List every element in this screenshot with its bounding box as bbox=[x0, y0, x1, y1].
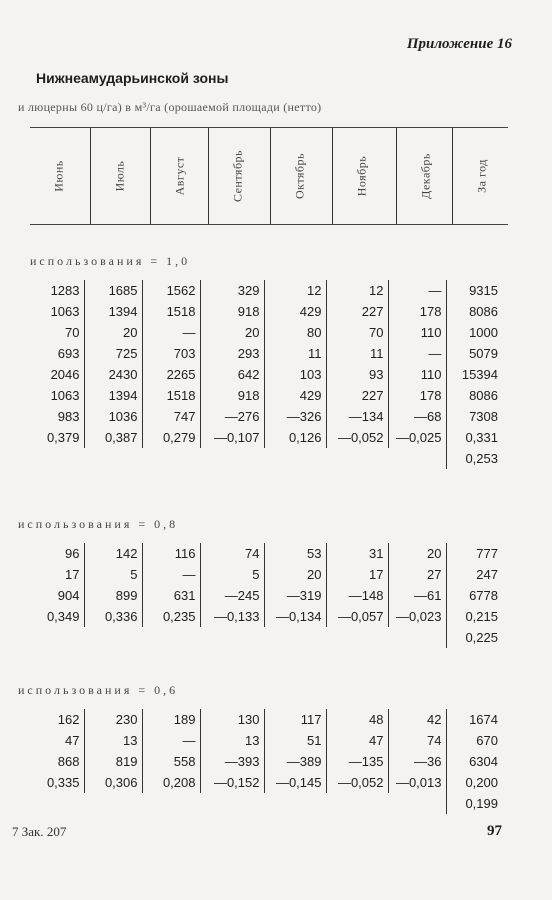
table-cell: 693 bbox=[57, 346, 80, 361]
column-header bbox=[452, 128, 510, 224]
table-row bbox=[28, 385, 502, 406]
table-cell bbox=[264, 448, 326, 469]
table-cell: —393 bbox=[200, 751, 264, 772]
table-cell: 8086 bbox=[446, 301, 502, 322]
table-cell: —276 bbox=[200, 406, 264, 427]
table-cell: 1036 bbox=[84, 406, 142, 427]
table-row bbox=[28, 709, 502, 730]
table-cell: — bbox=[388, 280, 446, 301]
table-cell: —326 bbox=[264, 406, 326, 427]
table-cell: 918 bbox=[200, 301, 264, 322]
table-cell: 17 bbox=[65, 567, 80, 582]
table-cell: 70 bbox=[65, 325, 80, 340]
table-cell: —0,023 bbox=[388, 606, 446, 627]
table-cell: 747 bbox=[142, 406, 200, 427]
table-cell: 983 bbox=[57, 409, 80, 424]
appendix-label: Приложение 16 bbox=[406, 36, 512, 52]
table-cell bbox=[200, 793, 264, 814]
table-cell: 20 bbox=[388, 543, 446, 564]
table-subtitle: и люцерны 60 ц/га) в м³/га (орошаемой площади (нетто) bbox=[18, 100, 322, 114]
table-cell bbox=[142, 448, 200, 469]
table-cell: 0,336 bbox=[84, 606, 142, 627]
table-row bbox=[28, 772, 502, 793]
column-header-label: За год bbox=[474, 159, 488, 193]
table-row bbox=[28, 448, 502, 469]
table-cell: 110 bbox=[388, 364, 446, 385]
table-cell: 2046 bbox=[50, 367, 80, 382]
table-cell: 110 bbox=[388, 322, 446, 343]
data-table bbox=[28, 280, 502, 469]
table-cell: 15394 bbox=[446, 364, 502, 385]
table-cell bbox=[264, 627, 326, 648]
column-header bbox=[396, 128, 454, 224]
table-cell: —389 bbox=[264, 751, 326, 772]
table-cell: 0,199 bbox=[446, 793, 502, 814]
column-header-label: Декабрь bbox=[418, 153, 432, 199]
table-cell: —319 bbox=[264, 585, 326, 606]
table-cell: 819 bbox=[84, 751, 142, 772]
table-cell: —0,133 bbox=[200, 606, 264, 627]
table-cell: 0,215 bbox=[446, 606, 502, 627]
table-cell: 899 bbox=[84, 585, 142, 606]
table-cell bbox=[28, 627, 84, 648]
table-cell: 429 bbox=[264, 385, 326, 406]
table-cell: 2430 bbox=[84, 364, 142, 385]
table-cell: 918 bbox=[200, 385, 264, 406]
column-header bbox=[90, 128, 148, 224]
table-cell: 117 bbox=[264, 709, 326, 730]
table-row bbox=[28, 730, 502, 751]
table-cell: 53 bbox=[264, 543, 326, 564]
table-cell: 48 bbox=[326, 709, 388, 730]
table-row bbox=[28, 280, 502, 301]
table-cell bbox=[326, 793, 388, 814]
table-cell: 5 bbox=[200, 564, 264, 585]
table-cell: 0,379 bbox=[46, 430, 80, 445]
table-cell: 631 bbox=[142, 585, 200, 606]
table-cell: 189 bbox=[142, 709, 200, 730]
table-cell bbox=[388, 793, 446, 814]
table-cell: 116 bbox=[142, 543, 200, 564]
column-header bbox=[208, 128, 266, 224]
table-cell: 6778 bbox=[446, 585, 502, 606]
table-cell: —0,057 bbox=[326, 606, 388, 627]
table-cell: 74 bbox=[388, 730, 446, 751]
table-cell bbox=[326, 448, 388, 469]
data-table bbox=[28, 543, 502, 648]
table-cell: 642 bbox=[200, 364, 264, 385]
table-cell: 5 bbox=[84, 564, 142, 585]
section-title: использования = 0,6 bbox=[18, 683, 179, 697]
table-cell: 20 bbox=[84, 322, 142, 343]
table-cell: 13 bbox=[200, 730, 264, 751]
section-title: использования = 1,0 bbox=[30, 254, 191, 268]
table-cell: 162 bbox=[57, 712, 80, 727]
table-cell: 293 bbox=[200, 343, 264, 364]
table-cell bbox=[84, 793, 142, 814]
column-header-label: Июнь bbox=[51, 160, 66, 192]
table-cell: 20 bbox=[200, 322, 264, 343]
table-cell: 70 bbox=[326, 322, 388, 343]
table-cell: 27 bbox=[388, 564, 446, 585]
table-cell: 31 bbox=[326, 543, 388, 564]
table-cell: 1283 bbox=[50, 283, 80, 298]
table-cell bbox=[388, 627, 446, 648]
table-cell: 2265 bbox=[142, 364, 200, 385]
table-cell: 0,279 bbox=[142, 427, 200, 448]
table-row bbox=[28, 406, 502, 427]
table-cell: 868 bbox=[57, 754, 80, 769]
table-cell: 247 bbox=[446, 564, 502, 585]
table-cell: 0,306 bbox=[84, 772, 142, 793]
table-row bbox=[28, 543, 502, 564]
table-cell bbox=[388, 448, 446, 469]
table-cell: 8086 bbox=[446, 385, 502, 406]
table-cell: 178 bbox=[388, 301, 446, 322]
table-cell bbox=[28, 448, 84, 469]
table-cell: 17 bbox=[326, 564, 388, 585]
table-cell: 12 bbox=[264, 280, 326, 301]
table-cell: —135 bbox=[326, 751, 388, 772]
table-cell: 6304 bbox=[446, 751, 502, 772]
table-cell: 0,126 bbox=[264, 427, 326, 448]
table-cell: —0,025 bbox=[388, 427, 446, 448]
table-cell: 80 bbox=[264, 322, 326, 343]
column-header-label: Ноябрь bbox=[354, 155, 368, 197]
table-cell: 1518 bbox=[142, 385, 200, 406]
page-number: 97 bbox=[487, 823, 502, 839]
table-cell: 1674 bbox=[446, 709, 502, 730]
table-cell: —0,107 bbox=[200, 427, 264, 448]
table-cell: 1394 bbox=[84, 385, 142, 406]
table-cell: —134 bbox=[326, 406, 388, 427]
zone-title: Нижнеамударьинской зоны bbox=[36, 70, 229, 86]
table-cell bbox=[84, 627, 142, 648]
table-cell: 11 bbox=[326, 343, 388, 364]
table-cell: 1562 bbox=[142, 280, 200, 301]
table-row bbox=[28, 427, 502, 448]
table-cell: —0,145 bbox=[264, 772, 326, 793]
table-cell: —36 bbox=[388, 751, 446, 772]
table-cell bbox=[28, 793, 84, 814]
table-cell: 0,253 bbox=[446, 448, 502, 469]
table-cell: 558 bbox=[142, 751, 200, 772]
table-cell: 230 bbox=[84, 709, 142, 730]
table-cell: 429 bbox=[264, 301, 326, 322]
table-cell: 0,225 bbox=[446, 627, 502, 648]
table-cell: 51 bbox=[264, 730, 326, 751]
table-cell bbox=[264, 793, 326, 814]
table-cell: 1685 bbox=[84, 280, 142, 301]
table-row bbox=[28, 793, 502, 814]
column-header bbox=[30, 128, 88, 224]
table-cell: —0,134 bbox=[264, 606, 326, 627]
table-row bbox=[28, 751, 502, 772]
table-row bbox=[28, 343, 502, 364]
table-cell: 0,335 bbox=[46, 775, 80, 790]
table-cell: 93 bbox=[326, 364, 388, 385]
table-cell: 9315 bbox=[446, 280, 502, 301]
table-cell: 1000 bbox=[446, 322, 502, 343]
table-cell bbox=[142, 627, 200, 648]
table-cell: 178 bbox=[388, 385, 446, 406]
table-cell: 0,349 bbox=[46, 609, 80, 624]
table-row bbox=[28, 627, 502, 648]
column-header bbox=[150, 128, 208, 224]
table-cell: 670 bbox=[446, 730, 502, 751]
table-cell: 74 bbox=[200, 543, 264, 564]
table-cell: —245 bbox=[200, 585, 264, 606]
table-cell: — bbox=[142, 322, 200, 343]
column-header-label: Октябрь bbox=[292, 152, 306, 200]
table-cell: 0,387 bbox=[84, 427, 142, 448]
table-cell: 12 bbox=[326, 280, 388, 301]
table-cell: 142 bbox=[84, 543, 142, 564]
table-cell: 47 bbox=[326, 730, 388, 751]
table-cell: —0,013 bbox=[388, 772, 446, 793]
table-cell: 904 bbox=[57, 588, 80, 603]
table-row bbox=[28, 364, 502, 385]
column-header bbox=[332, 128, 390, 224]
table-cell: 1518 bbox=[142, 301, 200, 322]
footer-print-mark: 7 Зак. 207 bbox=[12, 824, 67, 839]
table-cell: — bbox=[388, 343, 446, 364]
table-cell: 329 bbox=[200, 280, 264, 301]
table-cell: 0,200 bbox=[446, 772, 502, 793]
table-cell: 130 bbox=[200, 709, 264, 730]
table-cell: —0,052 bbox=[326, 427, 388, 448]
data-table bbox=[28, 709, 502, 814]
table-cell: 1063 bbox=[50, 388, 80, 403]
table-cell bbox=[200, 627, 264, 648]
table-cell: 96 bbox=[65, 546, 80, 561]
table-cell bbox=[84, 448, 142, 469]
column-header bbox=[270, 128, 328, 224]
table-cell: 20 bbox=[264, 564, 326, 585]
section-title: использования = 0,8 bbox=[18, 517, 179, 531]
table-cell: —68 bbox=[388, 406, 446, 427]
table-cell bbox=[142, 793, 200, 814]
table-cell: 13 bbox=[84, 730, 142, 751]
table-cell: —0,052 bbox=[326, 772, 388, 793]
table-cell: —148 bbox=[326, 585, 388, 606]
table-cell: 103 bbox=[264, 364, 326, 385]
table-cell: — bbox=[142, 730, 200, 751]
table-cell: 1063 bbox=[50, 304, 80, 319]
header-bottom-rule bbox=[30, 224, 508, 225]
table-cell: —61 bbox=[388, 585, 446, 606]
table-cell: 703 bbox=[142, 343, 200, 364]
table-cell: 227 bbox=[326, 385, 388, 406]
table-row bbox=[28, 301, 502, 322]
table-cell: 0,331 bbox=[446, 427, 502, 448]
table-cell: 0,235 bbox=[142, 606, 200, 627]
table-row bbox=[28, 606, 502, 627]
table-cell: 7308 bbox=[446, 406, 502, 427]
table-cell: 1394 bbox=[84, 301, 142, 322]
table-cell: 725 bbox=[84, 343, 142, 364]
table-cell: 11 bbox=[264, 343, 326, 364]
table-cell: 227 bbox=[326, 301, 388, 322]
table-cell: 0,208 bbox=[142, 772, 200, 793]
column-header-label: Сентябрь bbox=[230, 149, 244, 203]
table-cell bbox=[200, 448, 264, 469]
column-header-label: Август bbox=[172, 156, 186, 196]
table-cell: 777 bbox=[446, 543, 502, 564]
table-row bbox=[28, 322, 502, 343]
table-cell: — bbox=[142, 564, 200, 585]
table-cell: 47 bbox=[65, 733, 80, 748]
table-row bbox=[28, 564, 502, 585]
table-cell bbox=[326, 627, 388, 648]
table-cell: 42 bbox=[388, 709, 446, 730]
column-header-label: Июль bbox=[112, 160, 126, 192]
table-cell: —0,152 bbox=[200, 772, 264, 793]
table-row bbox=[28, 585, 502, 606]
table-cell: 5079 bbox=[446, 343, 502, 364]
